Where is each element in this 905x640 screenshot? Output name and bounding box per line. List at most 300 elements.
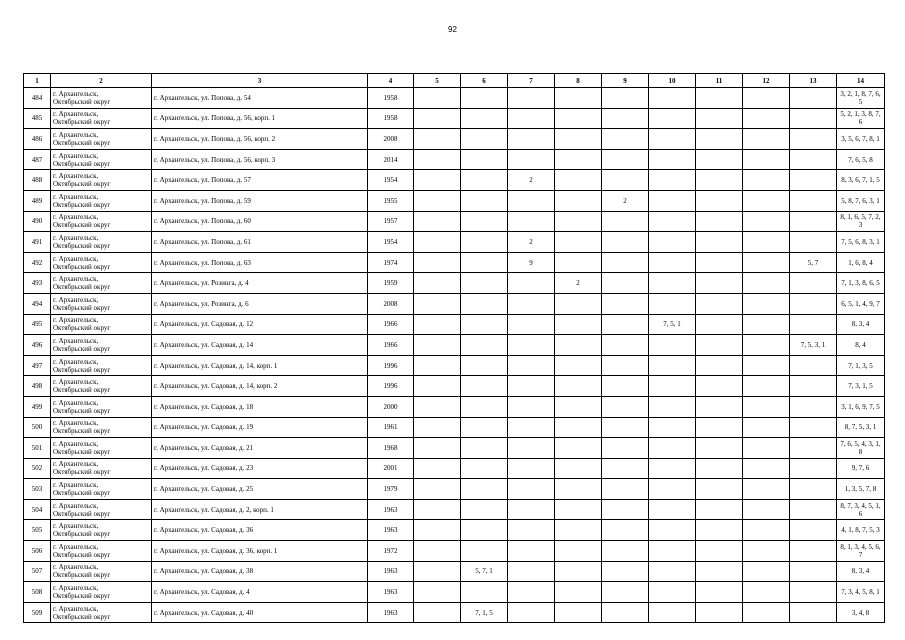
value-cell-col-10 [649, 190, 696, 211]
address-cell: г. Архангельск, ул. Попова, д. 63 [152, 252, 368, 273]
value-cell-col-5 [414, 252, 461, 273]
address-cell: г. Архангельск, ул. Садовая, д. 2, корп. 1 [152, 499, 368, 520]
value-cell-col-9 [602, 273, 649, 294]
value-cell-col-12 [743, 273, 790, 294]
year-cell: 1963 [368, 520, 414, 541]
table-row [24, 293, 885, 314]
year-cell: 1963 [368, 582, 414, 603]
value-cell-col-12 [743, 561, 790, 582]
year-cell: 1966 [368, 335, 414, 356]
district-city: г. Архангельск, [53, 481, 99, 490]
year-cell: 1963 [368, 602, 414, 623]
column-header-11: 11 [696, 74, 743, 88]
value-cell-col-12 [743, 190, 790, 211]
value-cell-col-7 [508, 108, 555, 129]
district-name: Октябрьский округ [53, 344, 111, 353]
year-cell: 2001 [368, 458, 414, 479]
value-cell-col-9 [602, 211, 649, 232]
value-cell-col-10 [649, 396, 696, 417]
year-cell: 1958 [368, 108, 414, 129]
district-name: Октябрьский округ [53, 406, 111, 415]
year-cell: 1979 [368, 479, 414, 500]
value-cell-col-13 [790, 396, 837, 417]
value-cell-col-7: 2 [508, 232, 555, 253]
value-cell-col-12 [743, 602, 790, 623]
column-header-10: 10 [649, 74, 696, 88]
value-cell-col-10 [649, 417, 696, 438]
value-cell-col-8 [555, 417, 602, 438]
year-cell: 2008 [368, 293, 414, 314]
value-cell-col-13 [790, 561, 837, 582]
value-cell-col-5 [414, 149, 461, 170]
column-header-9: 9 [602, 74, 649, 88]
value-cell-col-13 [790, 129, 837, 150]
value-cell-col-9 [602, 129, 649, 150]
district-cell [51, 561, 152, 582]
table-row [24, 88, 885, 109]
value-cell-col-6 [461, 170, 508, 191]
row-number-cell: 502 [24, 458, 51, 479]
value-cell-col-13 [790, 211, 837, 232]
value-cell-col-6 [461, 129, 508, 150]
district-city: г. Архангельск, [53, 89, 99, 98]
row-number-cell: 488 [24, 170, 51, 191]
value-cell-col-10 [649, 541, 696, 562]
table-row [24, 479, 885, 500]
row-number-cell: 485 [24, 108, 51, 129]
value-cell-col-11 [696, 499, 743, 520]
address-cell: г. Архангельск, ул. Попова, д. 56, корп. 2 [152, 129, 368, 150]
district-name: Октябрьский округ [53, 365, 111, 374]
district-cell [51, 541, 152, 562]
value-cell-col-9 [602, 108, 649, 129]
value-cell-col-6 [461, 190, 508, 211]
value-cell-col-7 [508, 582, 555, 603]
district-cell [51, 190, 152, 211]
district-city: г. Архангельск, [53, 439, 99, 448]
address-cell: г. Архангельск, ул. Садовая, д. 19 [152, 417, 368, 438]
value-cell-col-10 [649, 458, 696, 479]
district-name: Октябрьский округ [53, 221, 111, 230]
value-cell-col-7 [508, 149, 555, 170]
value-cell-col-12 [743, 458, 790, 479]
address-cell: г. Архангельск, ул. Садовая, д. 36, корп. 1 [152, 541, 368, 562]
value-cell-col-11 [696, 561, 743, 582]
row-number-cell: 490 [24, 211, 51, 232]
value-cell-col-12 [743, 541, 790, 562]
value-cell-col-9: 2 [602, 190, 649, 211]
district-cell [51, 170, 152, 191]
district-cell [51, 88, 152, 109]
value-cell-col-5 [414, 88, 461, 109]
district-name: Октябрьский округ [53, 97, 111, 106]
table-row [24, 252, 885, 273]
table-row [24, 499, 885, 520]
table-row [24, 211, 885, 232]
value-cell-col-12 [743, 232, 790, 253]
value-cell-col-9 [602, 520, 649, 541]
district-name: Октябрьский округ [53, 386, 111, 395]
year-cell: 1958 [368, 88, 414, 109]
table-row [24, 438, 885, 459]
value-cell-col-9 [602, 541, 649, 562]
value-cell-col-14: 8, 3, 4 [837, 314, 885, 335]
row-number-cell: 493 [24, 273, 51, 294]
value-cell-col-14: 7, 1, 3, 8, 6, 5 [837, 273, 885, 294]
value-cell-col-10 [649, 355, 696, 376]
value-cell-col-9 [602, 438, 649, 459]
value-cell-col-5 [414, 541, 461, 562]
table-row [24, 232, 885, 253]
value-cell-col-14: 8, 1, 6, 5, 7, 2, 3 [837, 211, 885, 232]
district-city: г. Архангельск, [53, 192, 99, 201]
district-city: г. Архангельск, [53, 130, 99, 139]
value-cell-col-6 [461, 458, 508, 479]
row-number-cell: 503 [24, 479, 51, 500]
district-cell [51, 129, 152, 150]
district-name: Октябрьский округ [53, 180, 111, 189]
year-cell: 1974 [368, 252, 414, 273]
value-cell-col-10 [649, 293, 696, 314]
value-cell-col-12 [743, 417, 790, 438]
value-cell-col-13 [790, 170, 837, 191]
district-name: Октябрьский округ [53, 550, 111, 559]
value-cell-col-5 [414, 129, 461, 150]
value-cell-col-8 [555, 541, 602, 562]
value-cell-col-10 [649, 170, 696, 191]
address-cell: г. Архангельск, ул. Попова, д. 60 [152, 211, 368, 232]
value-cell-col-8: 2 [555, 273, 602, 294]
column-header-8: 8 [555, 74, 602, 88]
value-cell-col-12 [743, 355, 790, 376]
value-cell-col-8 [555, 88, 602, 109]
value-cell-col-10 [649, 499, 696, 520]
district-city: г. Архангельск, [53, 254, 99, 263]
row-number-cell: 509 [24, 602, 51, 623]
row-number-cell: 508 [24, 582, 51, 603]
value-cell-col-13 [790, 149, 837, 170]
value-cell-col-9 [602, 417, 649, 438]
district-city: г. Архангельск, [53, 233, 99, 242]
value-cell-col-6 [461, 376, 508, 397]
value-cell-col-6 [461, 232, 508, 253]
value-cell-col-11 [696, 541, 743, 562]
year-cell: 1963 [368, 561, 414, 582]
district-city: г. Архангельск, [53, 336, 99, 345]
value-cell-col-14: 7, 1, 3, 5 [837, 355, 885, 376]
district-name: Октябрьский округ [53, 489, 111, 498]
address-cell: г. Архангельск, ул. Попова, д. 54 [152, 88, 368, 109]
value-cell-col-11 [696, 293, 743, 314]
value-cell-col-6 [461, 335, 508, 356]
district-cell [51, 252, 152, 273]
value-cell-col-5 [414, 190, 461, 211]
year-cell: 1954 [368, 232, 414, 253]
value-cell-col-5 [414, 499, 461, 520]
district-city: г. Архангельск, [53, 419, 99, 428]
district-name: Октябрьский округ [53, 118, 111, 127]
value-cell-col-10 [649, 479, 696, 500]
value-cell-col-12 [743, 376, 790, 397]
table-body [24, 88, 885, 623]
value-cell-col-9 [602, 602, 649, 623]
district-cell [51, 314, 152, 335]
address-cell: г. Архангельск, ул. Попова, д. 61 [152, 232, 368, 253]
value-cell-col-14: 5, 2, 1, 3, 8, 7, 6 [837, 108, 885, 129]
value-cell-col-8 [555, 335, 602, 356]
value-cell-col-5 [414, 396, 461, 417]
column-header-1: 1 [24, 74, 51, 88]
value-cell-col-6 [461, 314, 508, 335]
year-cell: 1968 [368, 438, 414, 459]
value-cell-col-11 [696, 149, 743, 170]
row-number-cell: 491 [24, 232, 51, 253]
district-name: Октябрьский округ [53, 262, 111, 271]
value-cell-col-6 [461, 396, 508, 417]
column-header-5: 5 [414, 74, 461, 88]
value-cell-col-10 [649, 335, 696, 356]
value-cell-col-8 [555, 458, 602, 479]
district-city: г. Архангельск, [53, 172, 99, 181]
value-cell-col-10 [649, 211, 696, 232]
address-cell: г. Архангельск, ул. Садовая, д. 14, корп. 1 [152, 355, 368, 376]
value-cell-col-8 [555, 479, 602, 500]
value-cell-col-14: 6, 5, 1, 4, 9, 7 [837, 293, 885, 314]
year-cell: 1996 [368, 376, 414, 397]
table-row [24, 602, 885, 623]
value-cell-col-9 [602, 376, 649, 397]
value-cell-col-8 [555, 252, 602, 273]
value-cell-col-14: 3, 1, 6, 9, 7, 5 [837, 396, 885, 417]
year-cell: 2014 [368, 149, 414, 170]
value-cell-col-7 [508, 273, 555, 294]
value-cell-col-10 [649, 88, 696, 109]
value-cell-col-6 [461, 438, 508, 459]
row-number-cell: 505 [24, 520, 51, 541]
value-cell-col-12 [743, 293, 790, 314]
value-cell-col-11 [696, 88, 743, 109]
district-city: г. Архангельск, [53, 584, 99, 593]
value-cell-col-5 [414, 438, 461, 459]
value-cell-col-8 [555, 602, 602, 623]
value-cell-col-11 [696, 273, 743, 294]
value-cell-col-7 [508, 396, 555, 417]
row-number-cell: 492 [24, 252, 51, 273]
value-cell-col-11 [696, 479, 743, 500]
value-cell-col-5 [414, 355, 461, 376]
value-cell-col-9 [602, 314, 649, 335]
value-cell-col-14: 7, 5, 6, 8, 3, 1 [837, 232, 885, 253]
row-number-cell: 496 [24, 335, 51, 356]
value-cell-col-12 [743, 170, 790, 191]
value-cell-col-14: 8, 7, 5, 3, 1 [837, 417, 885, 438]
value-cell-col-13 [790, 190, 837, 211]
value-cell-col-14: 1, 3, 5, 7, 8 [837, 479, 885, 500]
row-number-cell: 501 [24, 438, 51, 459]
district-name: Октябрьский округ [53, 509, 111, 518]
value-cell-col-12 [743, 520, 790, 541]
value-cell-col-9 [602, 582, 649, 603]
district-name: Октябрьский округ [53, 571, 111, 580]
value-cell-col-6 [461, 252, 508, 273]
value-cell-col-14: 3, 2, 1, 8, 7, 6, 5 [837, 88, 885, 109]
value-cell-col-11 [696, 335, 743, 356]
value-cell-col-8 [555, 355, 602, 376]
table-row [24, 170, 885, 191]
value-cell-col-8 [555, 438, 602, 459]
value-cell-col-14: 9, 7, 6 [837, 458, 885, 479]
row-number-cell: 484 [24, 88, 51, 109]
value-cell-col-12 [743, 479, 790, 500]
value-cell-col-9 [602, 252, 649, 273]
value-cell-col-11 [696, 396, 743, 417]
value-cell-col-7 [508, 520, 555, 541]
district-city: г. Архангельск, [53, 522, 99, 531]
district-cell [51, 396, 152, 417]
table-row [24, 417, 885, 438]
district-cell [51, 458, 152, 479]
column-header-7: 7 [508, 74, 555, 88]
value-cell-col-11 [696, 211, 743, 232]
header-row [24, 74, 885, 88]
district-city: г. Архангельск, [53, 563, 99, 572]
value-cell-col-7 [508, 479, 555, 500]
value-cell-col-12 [743, 438, 790, 459]
district-name: Октябрьский округ [53, 468, 111, 477]
value-cell-col-14: 5, 8, 7, 6, 3, 1 [837, 190, 885, 211]
value-cell-col-13 [790, 602, 837, 623]
value-cell-col-6 [461, 149, 508, 170]
column-header-3: 3 [152, 74, 368, 88]
value-cell-col-8 [555, 314, 602, 335]
value-cell-col-13 [790, 108, 837, 129]
value-cell-col-9 [602, 355, 649, 376]
column-header-14: 14 [837, 74, 885, 88]
table-row [24, 108, 885, 129]
value-cell-col-13 [790, 293, 837, 314]
district-city: г. Архангельск, [53, 110, 99, 119]
value-cell-col-6 [461, 293, 508, 314]
address-cell: г. Архангельск, ул. Садовая, д. 14 [152, 335, 368, 356]
value-cell-col-9 [602, 479, 649, 500]
row-number-cell: 499 [24, 396, 51, 417]
value-cell-col-14: 3, 4, 8 [837, 602, 885, 623]
value-cell-col-5 [414, 232, 461, 253]
year-cell: 1966 [368, 314, 414, 335]
district-cell [51, 602, 152, 623]
district-cell [51, 108, 152, 129]
value-cell-col-13: 7, 5, 3, 1 [790, 335, 837, 356]
value-cell-col-13 [790, 376, 837, 397]
year-cell: 1954 [368, 170, 414, 191]
value-cell-col-5 [414, 293, 461, 314]
district-name: Октябрьский округ [53, 324, 111, 333]
value-cell-col-10 [649, 149, 696, 170]
district-cell [51, 499, 152, 520]
table-row [24, 273, 885, 294]
value-cell-col-13 [790, 438, 837, 459]
district-name: Октябрьский округ [53, 159, 111, 168]
year-cell: 1957 [368, 211, 414, 232]
value-cell-col-12 [743, 582, 790, 603]
district-cell [51, 273, 152, 294]
value-cell-col-7 [508, 293, 555, 314]
value-cell-col-11 [696, 190, 743, 211]
district-city: г. Архангельск, [53, 604, 99, 613]
value-cell-col-8 [555, 396, 602, 417]
table-row [24, 582, 885, 603]
value-cell-col-7 [508, 438, 555, 459]
value-cell-col-8 [555, 561, 602, 582]
value-cell-col-11 [696, 170, 743, 191]
table-row [24, 314, 885, 335]
value-cell-col-10 [649, 108, 696, 129]
district-name: Октябрьский округ [53, 612, 111, 621]
value-cell-col-13 [790, 88, 837, 109]
address-cell: г. Архангельск, ул. Садовая, д. 4 [152, 582, 368, 603]
value-cell-col-9 [602, 88, 649, 109]
table-row [24, 396, 885, 417]
district-city: г. Архангельск, [53, 460, 99, 469]
district-city: г. Архангельск, [53, 542, 99, 551]
district-cell [51, 335, 152, 356]
table-row [24, 129, 885, 150]
district-cell [51, 355, 152, 376]
value-cell-col-9 [602, 396, 649, 417]
year-cell: 1963 [368, 499, 414, 520]
value-cell-col-5 [414, 561, 461, 582]
address-cell: г. Архангельск, ул. Садовая, д. 12 [152, 314, 368, 335]
district-city: г. Архангельск, [53, 213, 99, 222]
value-cell-col-10 [649, 232, 696, 253]
table-row [24, 149, 885, 170]
year-cell: 2008 [368, 129, 414, 150]
district-name: Октябрьский округ [53, 303, 111, 312]
year-cell: 1996 [368, 355, 414, 376]
row-number-cell: 489 [24, 190, 51, 211]
address-cell: г. Архангельск, ул. Попова, д. 56, корп. 1 [152, 108, 368, 129]
value-cell-col-13 [790, 314, 837, 335]
row-number-cell: 506 [24, 541, 51, 562]
value-cell-col-7: 2 [508, 170, 555, 191]
value-cell-col-12 [743, 314, 790, 335]
value-cell-col-12 [743, 149, 790, 170]
value-cell-col-11 [696, 108, 743, 129]
district-city: г. Архангельск, [53, 501, 99, 510]
value-cell-col-12 [743, 88, 790, 109]
value-cell-col-13 [790, 273, 837, 294]
value-cell-col-5 [414, 458, 461, 479]
value-cell-col-10 [649, 582, 696, 603]
district-name: Октябрьский округ [53, 592, 111, 601]
value-cell-col-7 [508, 499, 555, 520]
row-number-cell: 487 [24, 149, 51, 170]
district-city: г. Архангельск, [53, 378, 99, 387]
district-cell [51, 520, 152, 541]
value-cell-col-11 [696, 129, 743, 150]
column-header-2: 2 [51, 74, 152, 88]
row-number-cell: 498 [24, 376, 51, 397]
district-cell [51, 293, 152, 314]
value-cell-col-5 [414, 314, 461, 335]
value-cell-col-6: 7, 1, 5 [461, 602, 508, 623]
value-cell-col-5 [414, 479, 461, 500]
value-cell-col-14: 3, 5, 6, 7, 8, 1 [837, 129, 885, 150]
value-cell-col-13 [790, 582, 837, 603]
value-cell-col-14: 8, 3, 6, 7, 1, 5 [837, 170, 885, 191]
value-cell-col-10 [649, 438, 696, 459]
value-cell-col-12 [743, 499, 790, 520]
